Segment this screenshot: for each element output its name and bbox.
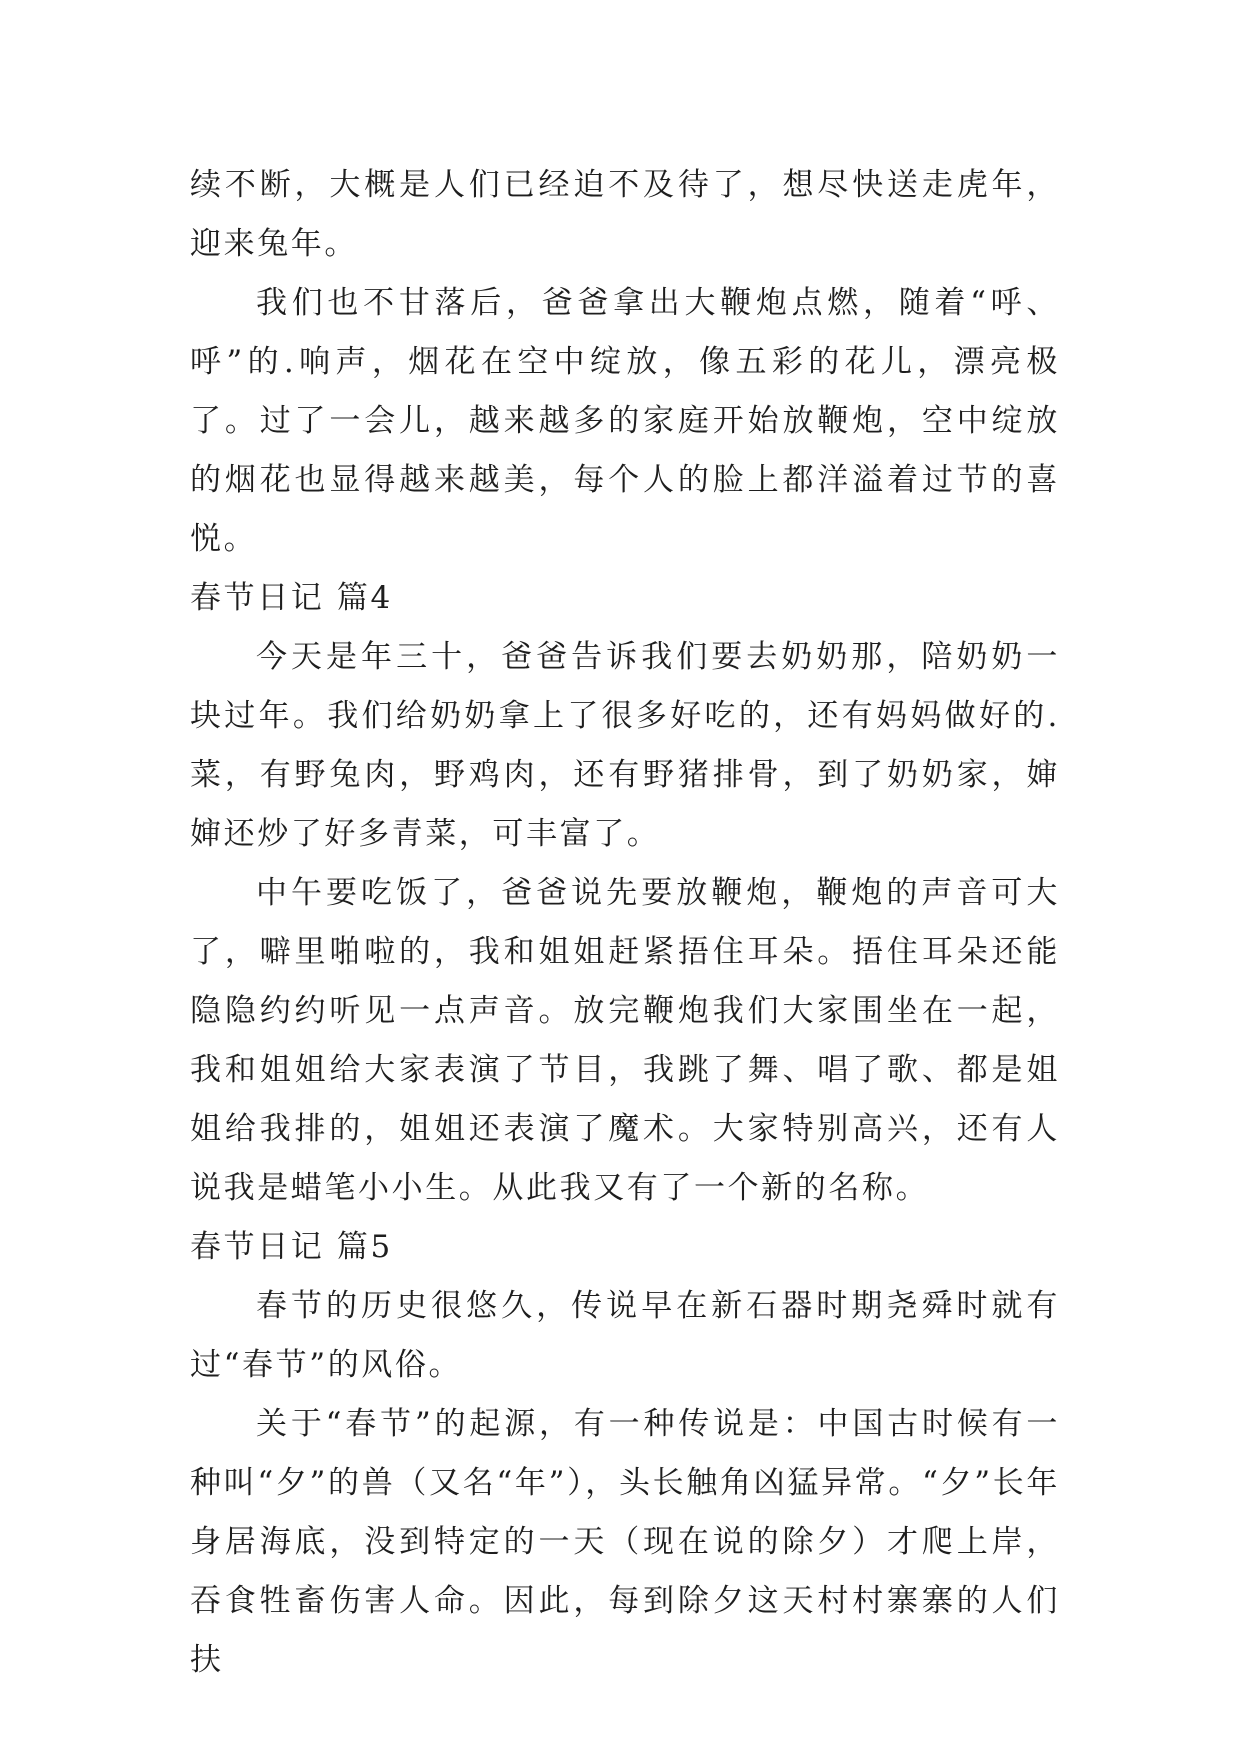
section-heading: 春节日记 篇4 <box>190 580 393 616</box>
paragraph: 中午要吃饭了，爸爸说先要放鞭炮，鞭炮的声音可大了，噼里啪啦的，我和姐姐赶紧捂住耳朵。捂住耳朵还能隐隐约约听见一点声音。放完鞭炮我们大家围坐在一起，我和姐姐给大家表演了节目，我跳了舞、唱了歌、都是姐姐给我排的，姐姐还表演了魔术。大家特别高兴，还有人说我是蜡笔小小生。从此我又有了一个新的名称。 <box>190 875 1060 1206</box>
paragraph: 今天是年三十，爸爸告诉我们要去奶奶那，陪奶奶一块过年。我们给奶奶拿上了很多好吃的，还有妈妈做好的.菜，有野兔肉，野鸡肉，还有野猪排骨，到了奶奶家，婶婶还炒了好多青菜，可丰富了。 <box>190 639 1060 852</box>
paragraph: 我们也不甘落后，爸爸拿出大鞭炮点燃，随着“呼、呼”的.响声，烟花在空中绽放，像五彩的花儿，漂亮极了。过了一会儿，越来越多的家庭开始放鞭炮，空中绽放的烟花也显得越来越美，每个人的脸上都洋溢着过节的喜悦。 <box>190 285 1060 557</box>
paragraph: 春节的历史很悠久，传说早在新石器时期尧舜时就有过“春节”的风俗。 <box>190 1288 1060 1383</box>
section-heading: 春节日记 篇5 <box>190 1229 393 1265</box>
paragraph: 关于“春节”的起源，有一种传说是：中国古时候有一种叫“夕”的兽（又名“年”），头长触角凶猛异常。“夕”长年身居海底，没到特定的一天（现在说的除夕）才爬上岸，吞食牲畜伤害人命。因此，每到除夕这天村村寨寨的人们扶 <box>190 1406 1060 1678</box>
paragraph-continuation: 续不断，大概是人们已经迫不及待了，想尽快送走虎年，迎来兔年。 <box>190 167 1060 262</box>
document-page <box>190 156 1060 1690</box>
